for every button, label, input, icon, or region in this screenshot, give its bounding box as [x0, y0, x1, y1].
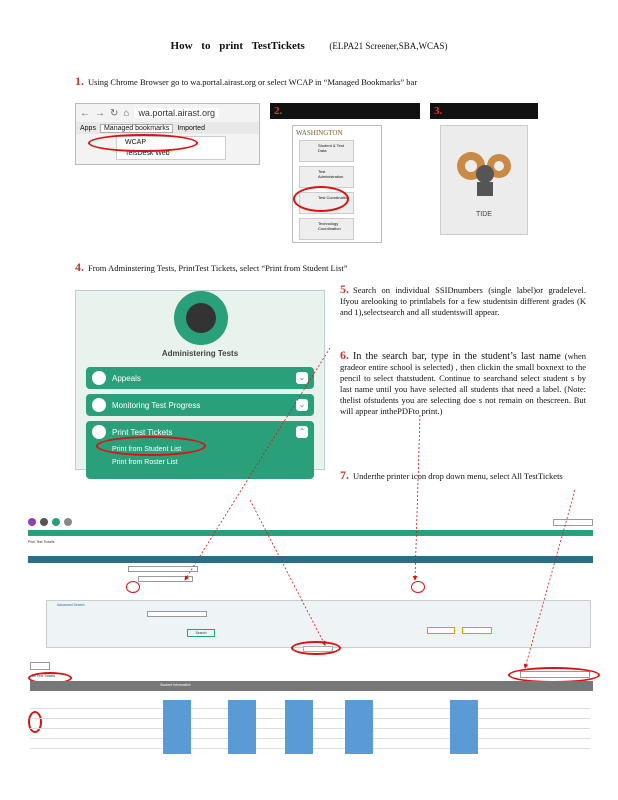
back-icon[interactable]: ← [80, 107, 90, 119]
tide-label: TIDE [476, 211, 492, 218]
home-icon[interactable]: ⌂ [123, 107, 130, 119]
step-3-bar: 3. [430, 103, 538, 119]
step-7-text: Underthe printer icon drop down menu, select All TestTickets [353, 471, 563, 481]
bookmark-telsdesk[interactable]: TelsDesk Web [125, 150, 170, 157]
bookmark-wcap[interactable]: WCAP [125, 139, 146, 146]
step-6-number: 6. [340, 348, 349, 362]
portal-tile-coordination[interactable]: Test Coordination [299, 192, 354, 214]
title-main: How to print TestTickets [170, 40, 305, 52]
step-1-number: 1. [75, 74, 84, 88]
portal-tile-admin[interactable]: Test Administration [299, 166, 354, 188]
search-section-header: Search Students [28, 556, 593, 563]
step-5-text: Search on individual SSIDnumbers (single label)or gradelevel. Ifyou arelooking to printlabels for a few studentsin different grades (K and 1),selectsearch and all studentswill appear. [340, 285, 586, 317]
portal-tile-technology[interactable]: Technology Coordination [299, 218, 354, 240]
search-button[interactable]: Search [187, 629, 215, 637]
step-4-number: 4. [75, 260, 84, 274]
portal-logo: WASHINGTON [296, 129, 343, 137]
menu-monitoring[interactable]: Monitoring Test Progress ⌄ [86, 394, 314, 416]
chevron-down-icon: ⌄ [296, 399, 308, 411]
step-7-number: 7. [340, 468, 349, 482]
reload-icon[interactable]: ↻ [110, 107, 119, 119]
forward-icon[interactable]: → [95, 107, 105, 119]
portal-tile-student[interactable]: Student & Test Data [299, 140, 354, 162]
menu-print-roster-list[interactable]: Print from Roster List [112, 459, 178, 466]
menu-print-tickets[interactable]: Print Test Tickets ⌃ Print from Student List Print from Roster List [86, 421, 314, 479]
arrow-submit [250, 500, 325, 645]
bookmark-imported[interactable]: Imported [177, 124, 205, 132]
menu-appeals[interactable]: Appeals ⌄ [86, 367, 314, 389]
step-1-text: Using Chrome Browser go to wa.portal.airast.org or select WCAP in “Managed Bookmarks” bar [88, 77, 418, 87]
step-5-number: 5. [340, 282, 349, 296]
title-sub: (ELPA21 Screener,SBA,WCAS) [329, 41, 448, 51]
chevron-up-icon: ⌃ [296, 426, 308, 438]
printer-menu-item[interactable]: All Test Tickets [32, 674, 56, 678]
menu-print-student-list[interactable]: Print from Student List [112, 446, 182, 453]
table-header: Student Information [30, 681, 593, 691]
arrow-step5 [185, 348, 330, 580]
bookmark-apps[interactable]: Apps [80, 124, 96, 132]
step-2-bar: 2. [270, 103, 420, 119]
arrow-step7 [525, 490, 575, 668]
step-6-lead: In the search bar, type in the student’s last name [353, 351, 561, 362]
bookmark-managed[interactable]: Managed bookmarks [100, 124, 173, 133]
arrow-step6 [415, 415, 420, 580]
advanced-search-panel: Advanced Search Search [46, 600, 591, 648]
url-bar[interactable]: wa.portal.airast.org [134, 108, 219, 118]
tide-page-title: Print Test Tickets [28, 540, 55, 544]
step-6-text: (when gradeor entire school is selected) , then clickin the small boxnext to the pencil to select thatstudent. Continue to searchand select student s by last name until you have selected all students that need a label. (Note: thelist ofstudents you are selecting doe s not remain on thescreen. But will appear inthePDFto print.) [340, 351, 587, 416]
chevron-down-icon: ⌄ [296, 372, 308, 384]
step-4-text: From Adminstering Tests, PrintTest Tickets, select “Print from Student List” [88, 263, 348, 273]
admin-heading: Administering Tests [161, 349, 239, 358]
